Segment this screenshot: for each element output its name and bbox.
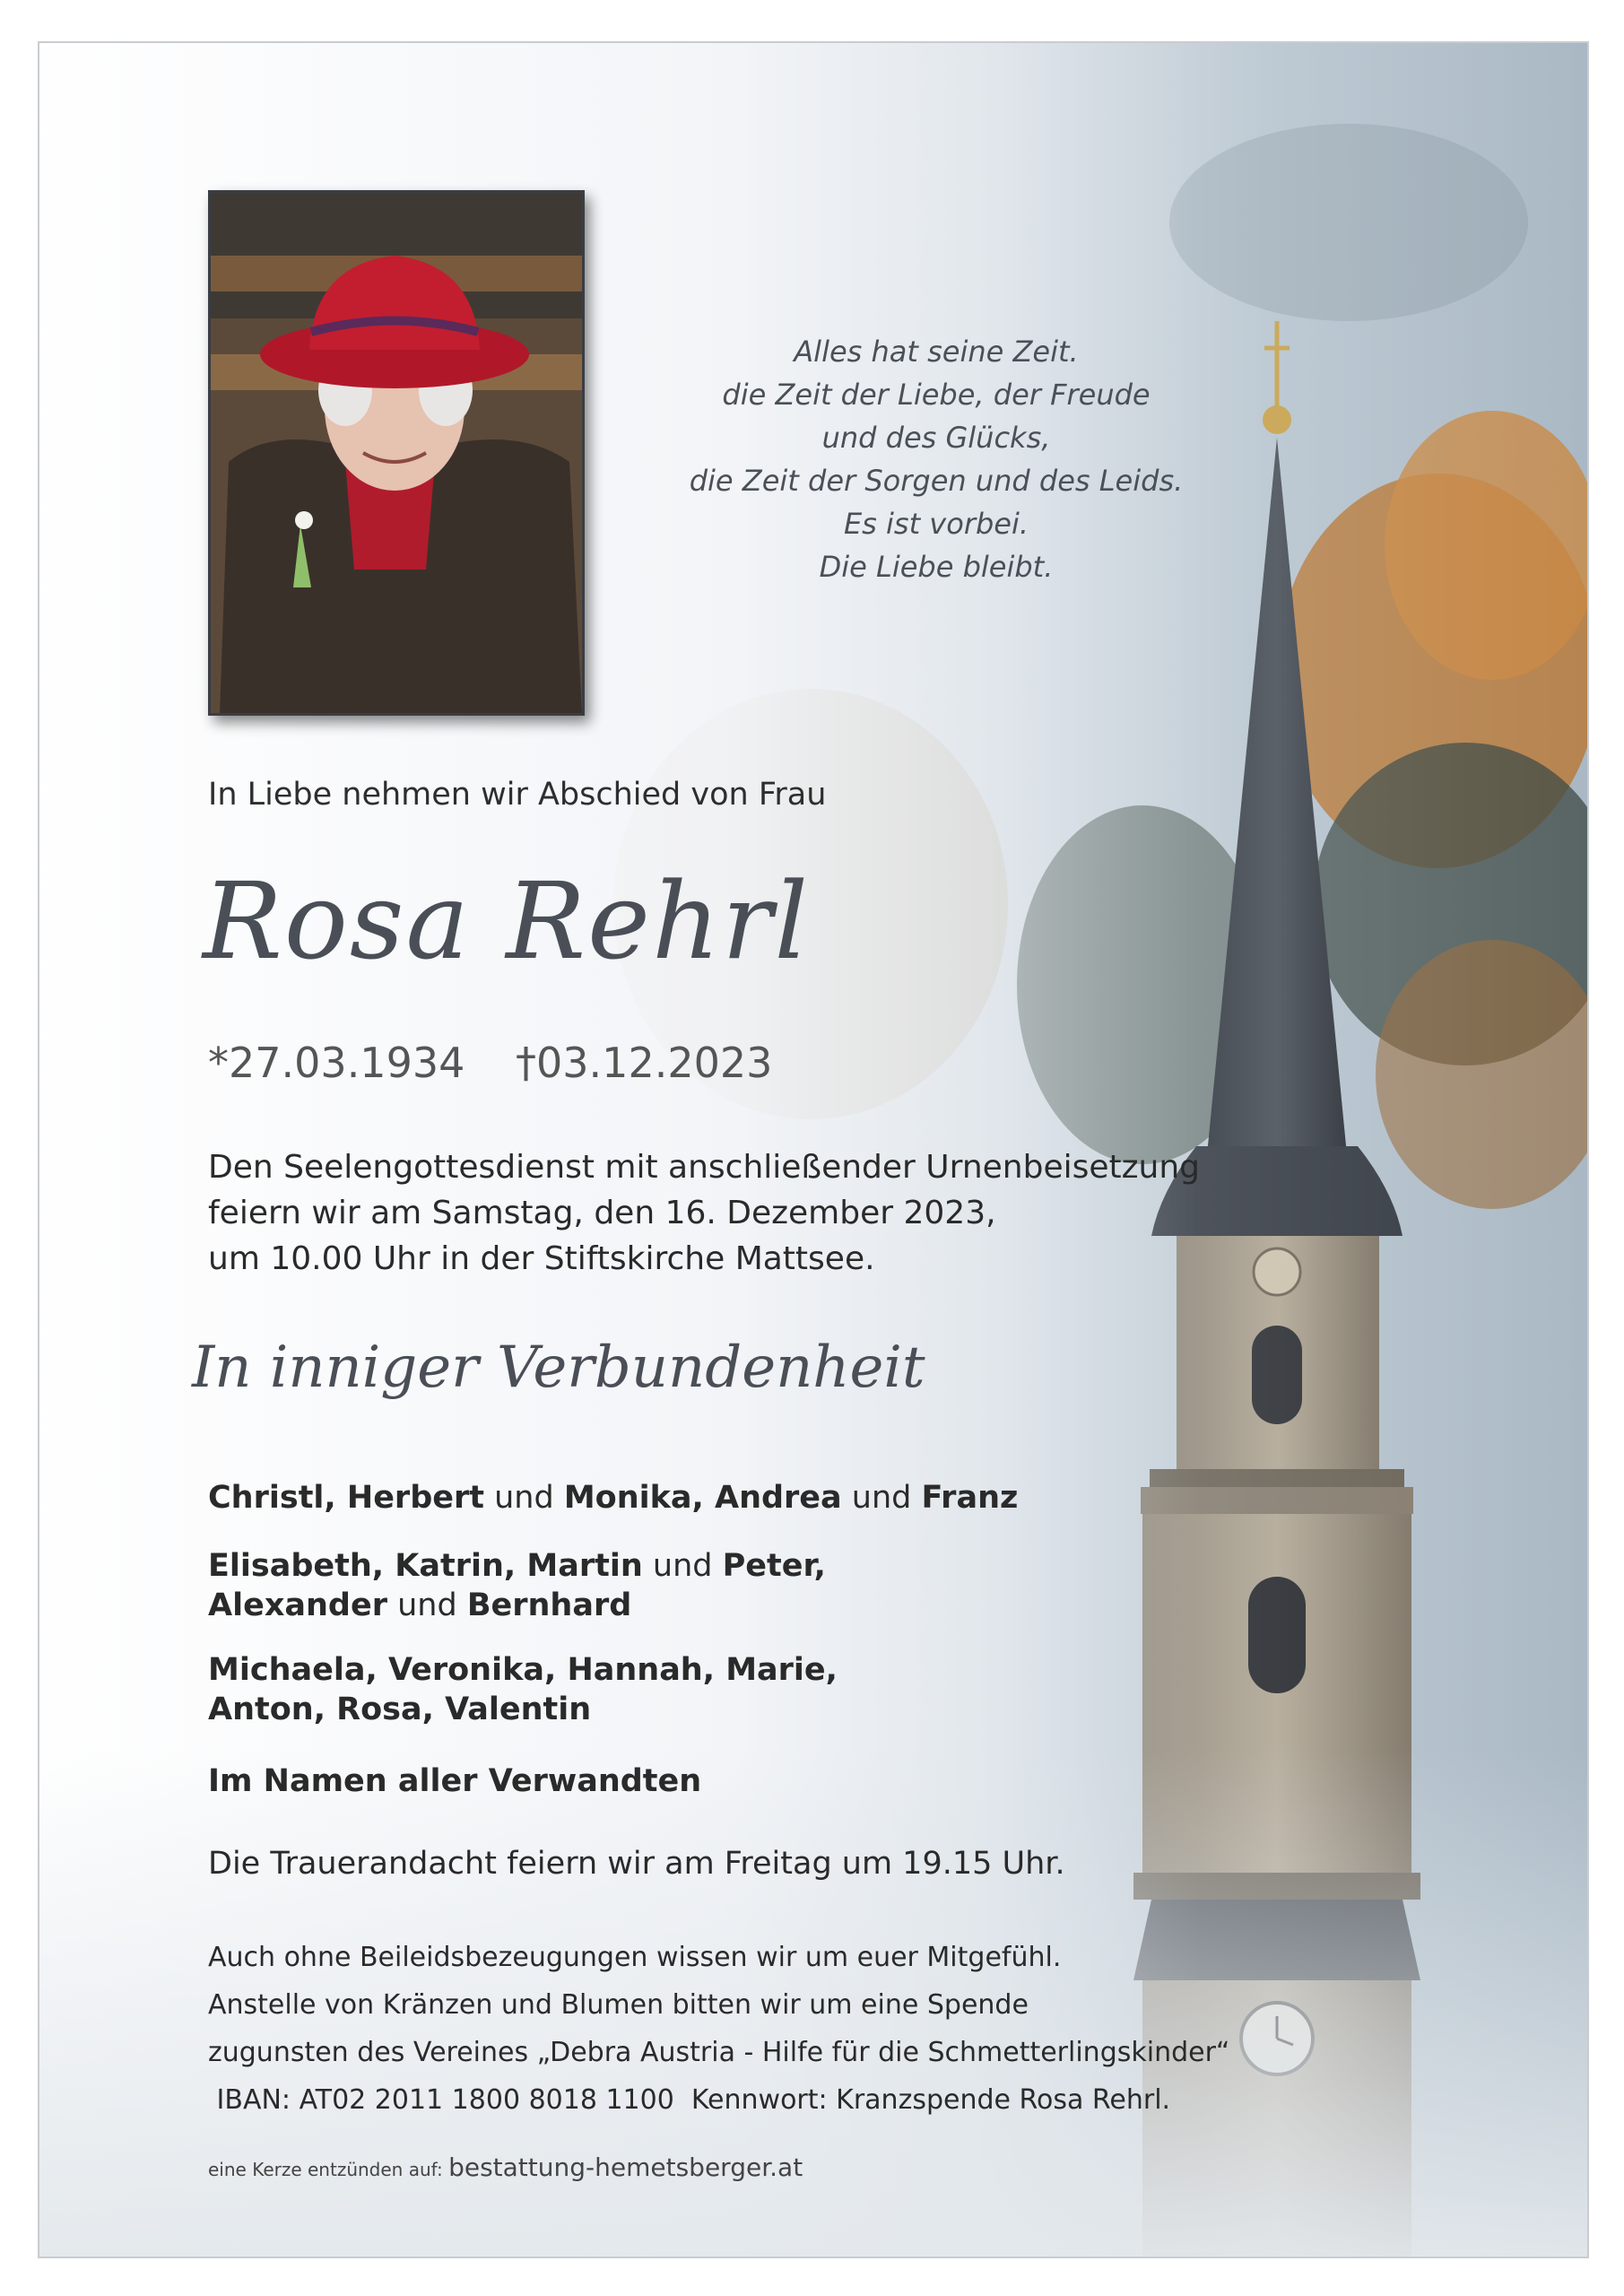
family-names: Elisabeth, Katrin, Martin bbox=[208, 1548, 643, 1584]
family-names: Anton, Rosa, Valentin bbox=[208, 1692, 592, 1727]
death-date: †03.12.2023 bbox=[516, 1039, 773, 1087]
family-connector: und bbox=[841, 1480, 922, 1516]
family-connector: und bbox=[387, 1587, 467, 1623]
family-group-grandchildren bbox=[208, 1546, 826, 1625]
family-names: Monika, Andrea bbox=[563, 1480, 842, 1516]
note-line: Auch ohne Beileidsbezeugungen wissen wir um euer Mitgefühl. bbox=[208, 1942, 1062, 1973]
service-line: Den Seelengottesdienst mit anschließender Urnenbeisetzung bbox=[208, 1149, 1200, 1186]
note-line: Anstelle von Kränzen und Blumen bitten wir um eine Spende bbox=[208, 1989, 1029, 2021]
life-dates bbox=[208, 1039, 810, 1087]
poem bbox=[613, 330, 1259, 588]
service-line: um 10.00 Uhr in der Stiftskirche Mattsee. bbox=[208, 1240, 875, 1277]
prayer-service-info: Die Trauerandacht feiern wir am Freitag um 19.15 Uhr. bbox=[208, 1846, 1065, 1882]
family-closing-text: Im Namen aller Verwandten bbox=[208, 1763, 702, 1799]
service-info bbox=[208, 1144, 1200, 1282]
family-connector: und bbox=[642, 1548, 723, 1584]
service-line: feiern wir am Samstag, den 16. Dezember 2023, bbox=[208, 1195, 996, 1231]
family-connector: und bbox=[483, 1480, 564, 1516]
portrait-photo bbox=[208, 190, 585, 716]
footer-prefix: eine Kerze entzünden auf: bbox=[208, 2159, 449, 2180]
poem-line: Alles hat seine Zeit. bbox=[794, 335, 1079, 369]
family-closing bbox=[208, 1761, 701, 1801]
family-names: Franz bbox=[921, 1480, 1019, 1516]
donation-notes bbox=[208, 1934, 1229, 2124]
deceased-name: Rosa Rehrl bbox=[203, 859, 811, 983]
note-line: zugunsten des Vereines „Debra Austria - Hilfe für die Schmetterlingskinder“ bbox=[208, 2037, 1230, 2068]
footer bbox=[208, 2152, 803, 2182]
birth-date: *27.03.1934 bbox=[208, 1039, 465, 1087]
intro-text: In Liebe nehmen wir Abschied von Frau bbox=[208, 777, 827, 813]
family-group-children bbox=[208, 1478, 1018, 1518]
family-names: Michaela, Veronika, Hannah, Marie, bbox=[208, 1652, 838, 1688]
family-names: Peter, bbox=[722, 1548, 826, 1584]
poem-line: Es ist vorbei. bbox=[843, 507, 1029, 541]
family-names: Bernhard bbox=[466, 1587, 632, 1623]
family-names: Christl, Herbert bbox=[208, 1480, 484, 1516]
poem-line: Die Liebe bleibt. bbox=[819, 550, 1054, 584]
obituary-card bbox=[38, 41, 1589, 2258]
section-heading: In inniger Verbundenheit bbox=[192, 1335, 925, 1401]
poem-line: und des Glücks, bbox=[821, 421, 1051, 455]
poem-line: die Zeit der Sorgen und des Leids. bbox=[689, 464, 1184, 498]
family-names: Alexander bbox=[208, 1587, 387, 1623]
family-group-great-grandchildren bbox=[208, 1650, 838, 1729]
note-line: IBAN: AT02 2011 1800 8018 1100 Kennwort: Kranzspende Rosa Rehrl. bbox=[208, 2084, 1171, 2116]
website-link[interactable]: bestattung-hemetsberger.at bbox=[448, 2152, 803, 2182]
poem-line: die Zeit der Liebe, der Freude bbox=[722, 378, 1151, 412]
